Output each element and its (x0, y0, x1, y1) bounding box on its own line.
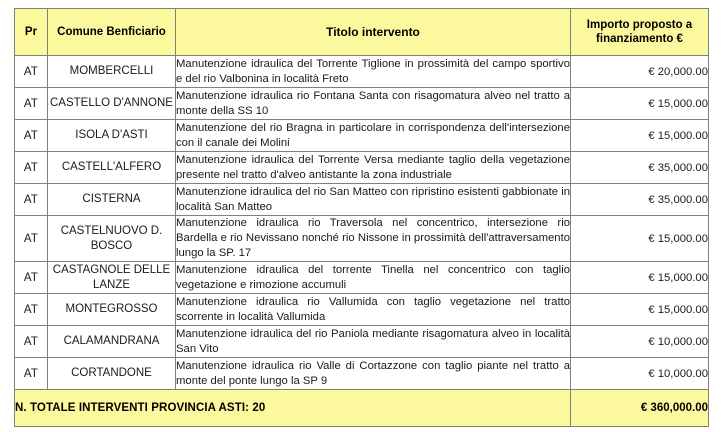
cell-titolo: Manutenzione idraulica rio Vallumida con taglio vegetazione nel tratto scorrente in località Vallumida (176, 294, 571, 326)
table-footer (15, 390, 709, 427)
cell-titolo: Manutenzione del rio Bragna in particolare in corrispondenza dell'intersezione con il canale dei Molini (176, 120, 571, 152)
total-value: € 360,000.00 (571, 390, 709, 427)
table-row (15, 184, 709, 216)
cell-comune: CORTANDONE (48, 358, 176, 390)
table-body (15, 56, 709, 390)
cell-titolo: Manutenzione idraulica rio Fontana Santa con risagomatura alveo nel tratto a monte della SS 10 (176, 88, 571, 120)
column-header-importo (571, 9, 709, 56)
cell-titolo: Manutenzione idraulica del torrente Tinella nel concentrico con taglio vegetazione e rimozione accumuli (176, 262, 571, 294)
cell-pr: AT (15, 216, 48, 262)
cell-importo: € 15,000.00 (571, 262, 709, 294)
column-header-pr: Pr (15, 9, 48, 56)
cell-pr: AT (15, 88, 48, 120)
cell-pr: AT (15, 184, 48, 216)
table-row (15, 152, 709, 184)
cell-importo: € 35,000.00 (571, 152, 709, 184)
cell-pr: AT (15, 56, 48, 88)
total-label: N. TOTALE INTERVENTI PROVINCIA ASTI: 20 (15, 390, 571, 427)
cell-titolo: Manutenzione idraulica rio Valle di Cortazzone con taglio piante nel tratto a monte del ponte lungo la SP 9 (176, 358, 571, 390)
cell-comune: CASTELLO D'ANNONE (48, 88, 176, 120)
cell-comune: CASTELNUOVO D. BOSCO (48, 216, 176, 262)
cell-comune: CASTELL'ALFERO (48, 152, 176, 184)
cell-pr: AT (15, 326, 48, 358)
table-row (15, 120, 709, 152)
cell-titolo: Manutenzione idraulica del rio San Matteo con ripristino esistenti gabbionate in località San Matteo (176, 184, 571, 216)
cell-importo: € 15,000.00 (571, 216, 709, 262)
cell-importo: € 20,000.00 (571, 56, 709, 88)
cell-comune: CALAMANDRANA (48, 326, 176, 358)
cell-importo: € 15,000.00 (571, 88, 709, 120)
cell-titolo: Manutenzione idraulica del Torrente Versa mediante taglio della vegetazione presente nel tratto d'alveo antistante la zona industriale (176, 152, 571, 184)
cell-pr: AT (15, 152, 48, 184)
cell-comune: CISTERNA (48, 184, 176, 216)
cell-importo: € 15,000.00 (571, 120, 709, 152)
interventions-table (14, 8, 709, 427)
cell-pr: AT (15, 358, 48, 390)
table-row (15, 56, 709, 88)
cell-importo: € 15,000.00 (571, 294, 709, 326)
table-row (15, 326, 709, 358)
cell-comune: MOMBERCELLI (48, 56, 176, 88)
table-row (15, 358, 709, 390)
cell-importo: € 10,000.00 (571, 358, 709, 390)
cell-comune: CASTAGNOLE DELLE LANZE (48, 262, 176, 294)
cell-pr: AT (15, 294, 48, 326)
column-header-importo-line1: Importo proposto a (586, 18, 693, 31)
cell-titolo: Manutenzione idraulica del Torrente Tiglione in prossimità del campo sportivo e del rio Valbonina in località Freto (176, 56, 571, 88)
cell-titolo: Manutenzione idraulica del rio Paniola mediante risagomatura alveo in località San Vito (176, 326, 571, 358)
table-header (15, 9, 709, 56)
table-row (15, 88, 709, 120)
column-header-importo-line2: finanziamento € (596, 33, 683, 45)
cell-titolo: Manutenzione idraulica rio Traversola nel concentrico, intersezione rio Bardella e rio Nevissano nonché rio Nissone in prossimità dell'attraversamento lungo la SP. 17 (176, 216, 571, 262)
cell-importo: € 35,000.00 (571, 184, 709, 216)
cell-pr: AT (15, 262, 48, 294)
table-row (15, 294, 709, 326)
total-row (15, 390, 709, 427)
table-header-row (15, 9, 709, 56)
cell-comune: MONTEGROSSO (48, 294, 176, 326)
cell-pr: AT (15, 120, 48, 152)
table-row (15, 262, 709, 294)
table-row (15, 216, 709, 262)
column-header-titolo: Titolo intervento (176, 9, 571, 56)
cell-importo: € 10,000.00 (571, 326, 709, 358)
column-header-comune: Comune Benficiario (48, 9, 176, 56)
cell-comune: ISOLA D'ASTI (48, 120, 176, 152)
